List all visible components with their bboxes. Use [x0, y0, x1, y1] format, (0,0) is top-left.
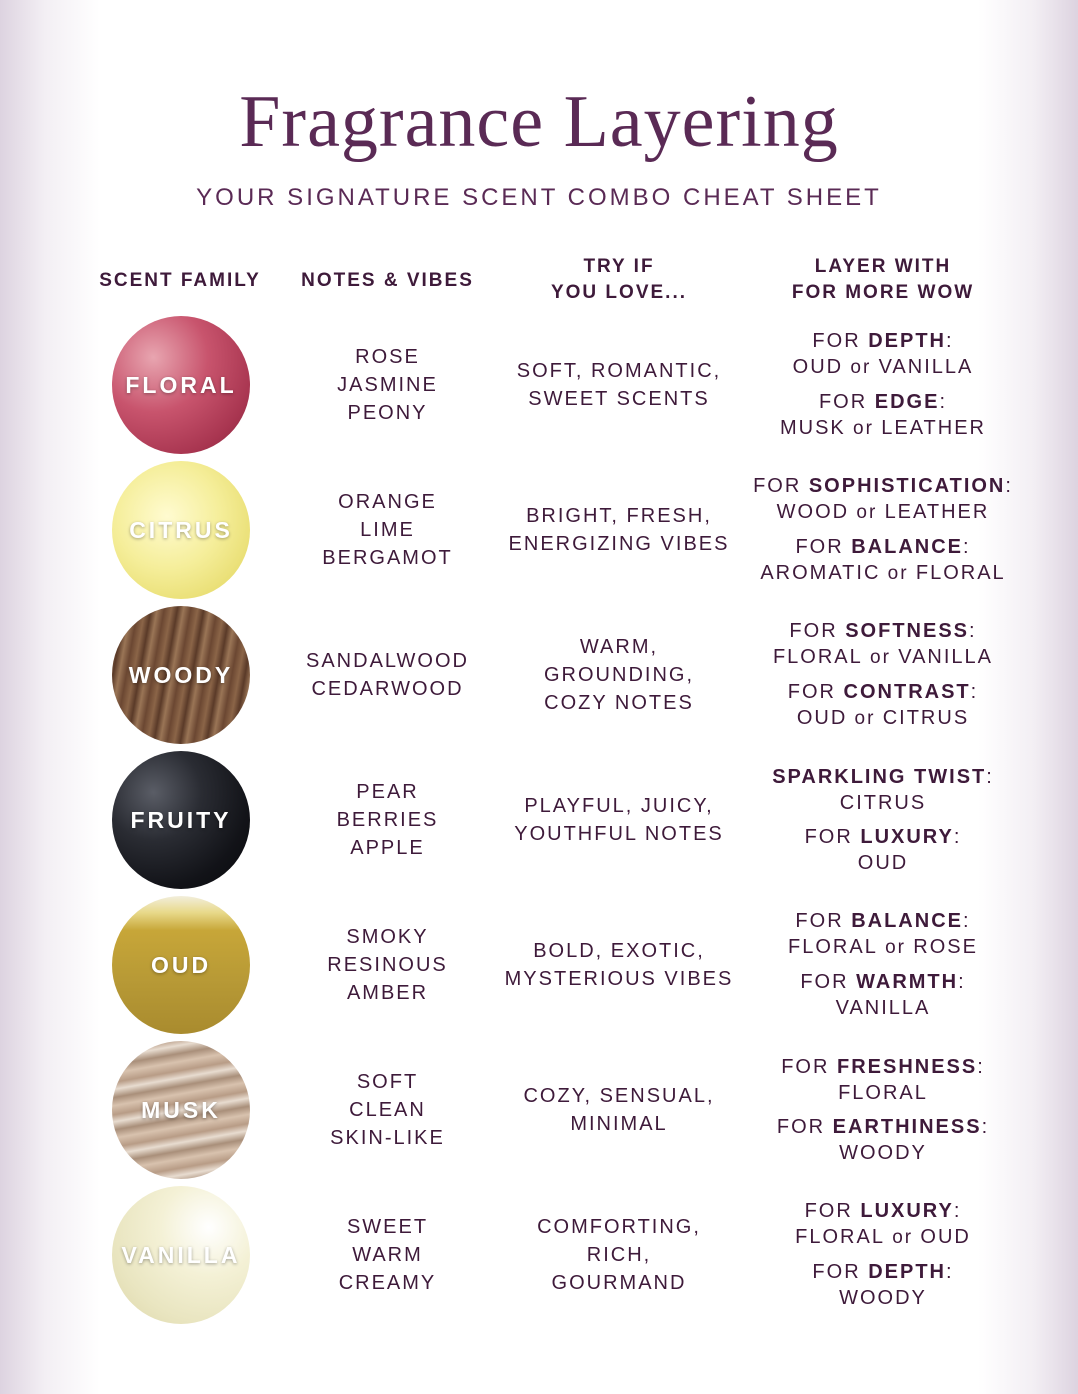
try-line: WARM,	[579, 635, 659, 658]
notes-cell	[290, 602, 485, 747]
layer-purpose	[772, 764, 994, 790]
layer-options	[788, 705, 978, 732]
layer-cell	[752, 1037, 1014, 1182]
layer-options	[805, 850, 962, 876]
layer-suggestion	[753, 473, 1013, 526]
layer-prefix: FOR	[804, 1200, 861, 1222]
scent-family-label: WOODY	[128, 661, 234, 688]
layer-options	[788, 934, 978, 961]
layer-purpose-bold: CONTRAST	[843, 680, 971, 703]
try-if-cell	[495, 1182, 743, 1327]
layer-option-a: WOODY	[839, 1287, 927, 1309]
layer-suggestion	[788, 679, 978, 732]
layer-suggestion	[780, 389, 986, 442]
layer-colon: :	[970, 680, 979, 703]
note-item: SMOKY	[346, 925, 429, 948]
layer-option-a: VANILLA	[835, 997, 931, 1019]
layer-option-a: FLORAL	[795, 1226, 885, 1248]
note-item: AMBER	[346, 981, 429, 1004]
notes-cell	[290, 1182, 485, 1327]
layer-prefix: FOR	[812, 1261, 869, 1283]
header-scent-family-label: SCENT FAMILY	[99, 270, 261, 291]
try-line: COZY, SENSUAL,	[523, 1084, 715, 1107]
layer-purpose-bold: DEPTH	[868, 1261, 946, 1283]
note-item: WARM	[352, 1243, 423, 1266]
or-word: or	[847, 707, 883, 729]
layer-options	[780, 415, 986, 442]
layer-option-a: AROMATIC	[760, 561, 881, 584]
try-line: PLAYFUL, JUICY,	[524, 794, 714, 817]
header-notes-label: NOTES & VIBES	[301, 270, 474, 291]
notes-cell	[290, 892, 485, 1037]
layer-prefix: FOR	[818, 390, 875, 413]
note-item: SKIN-LIKE	[330, 1126, 445, 1149]
layer-option-b: FLORAL	[915, 561, 1006, 584]
scent-image-musk	[112, 1041, 250, 1179]
layer-option-a: OUD	[857, 851, 909, 874]
layer-purpose	[773, 618, 993, 644]
try-if-cell	[495, 457, 743, 602]
layer-purpose-bold: EDGE	[874, 390, 940, 413]
try-line: GOURMAND	[551, 1271, 687, 1294]
layer-purpose	[793, 328, 974, 354]
note-item: RESINOUS	[327, 953, 448, 976]
notes-cell	[290, 1037, 485, 1182]
note-item: CLEAN	[349, 1098, 426, 1121]
layer-colon: :	[969, 619, 977, 642]
or-word: or	[843, 356, 879, 378]
try-line: SOFT, ROMANTIC,	[516, 359, 722, 382]
layer-purpose	[781, 1054, 985, 1080]
or-word: or	[862, 646, 899, 668]
layer-cell	[752, 1182, 1014, 1327]
layer-suggestion	[772, 764, 994, 816]
layer-purpose	[780, 389, 986, 415]
layer-colon: :	[1005, 474, 1013, 497]
try-if-cell	[495, 1037, 743, 1182]
try-if-cell	[495, 312, 743, 457]
layer-colon: :	[981, 1115, 990, 1138]
scent-family-label: MUSK	[141, 1096, 221, 1123]
note-item: BERGAMOT	[322, 546, 453, 569]
try-line: BRIGHT, FRESH,	[526, 504, 712, 527]
layer-suggestion	[805, 824, 962, 876]
table-row	[0, 312, 1078, 457]
layer-option-b: LEATHER	[881, 416, 986, 439]
try-line: COMFORTING,	[537, 1215, 701, 1238]
layer-option-b: ROSE	[913, 936, 978, 958]
layer-option-a: FLORAL	[788, 936, 878, 958]
layer-purpose	[777, 1114, 989, 1140]
or-word: or	[884, 1227, 921, 1248]
layer-colon: :	[953, 825, 962, 848]
layer-options	[760, 560, 1005, 587]
layer-prefix: FOR	[789, 619, 846, 642]
note-item: CREAMY	[338, 1271, 437, 1294]
layer-colon: :	[946, 1261, 954, 1283]
notes-cell	[290, 747, 485, 892]
layer-cell	[752, 747, 1014, 892]
layer-colon: :	[962, 910, 971, 932]
layer-cell	[752, 457, 1014, 602]
try-line: MYSTERIOUS VIBES	[504, 967, 734, 990]
scent-family-label: CITRUS	[129, 516, 233, 543]
page-title: Fragrance Layering	[239, 81, 839, 163]
layer-option-a: MUSK	[779, 416, 846, 439]
table-row	[0, 1182, 1078, 1327]
layer-option-a: FLORAL	[838, 1081, 928, 1104]
note-item: SOFT	[356, 1070, 419, 1093]
scent-image-oud	[112, 896, 250, 1034]
header-layer-line2: FOR MORE WOW	[791, 282, 975, 303]
note-item: CEDARWOOD	[311, 677, 464, 700]
layer-suggestion	[800, 969, 965, 1021]
page-subtitle: YOUR SIGNATURE SCENT COMBO CHEAT SHEET	[196, 184, 882, 211]
try-line: GROUNDING,	[544, 663, 694, 686]
layer-purpose-bold: BALANCE	[851, 910, 963, 932]
layer-purpose	[788, 679, 978, 705]
note-item: ROSE	[355, 345, 420, 368]
try-if-cell	[495, 602, 743, 747]
scent-image-vanilla	[112, 1186, 250, 1324]
note-item: LIME	[360, 518, 415, 541]
table-row	[0, 892, 1078, 1037]
layer-suggestion	[777, 1114, 989, 1166]
layer-prefix: FOR	[795, 535, 852, 558]
layer-purpose-bold: WARMTH	[856, 971, 959, 993]
layer-purpose	[788, 908, 978, 934]
layer-colon: :	[963, 535, 971, 558]
layer-suggestion	[781, 1054, 985, 1106]
or-word: or	[877, 937, 914, 958]
layer-colon: :	[986, 765, 994, 788]
scent-family-label: VANILLA	[121, 1241, 241, 1268]
note-item: JASMINE	[337, 373, 438, 396]
try-if-cell	[495, 892, 743, 1037]
layer-option-a: CITRUS	[839, 791, 927, 814]
try-line: COZY NOTES	[544, 691, 694, 714]
note-item: ORANGE	[338, 490, 437, 513]
layer-option-a: OUD	[796, 706, 848, 729]
note-item: SANDALWOOD	[306, 649, 469, 672]
try-line: RICH,	[586, 1243, 652, 1266]
try-line: BOLD, EXOTIC,	[533, 939, 705, 962]
layer-option-a: FLORAL	[772, 645, 863, 668]
note-item: APPLE	[350, 836, 425, 859]
scent-image-floral	[112, 316, 250, 454]
try-if-cell	[495, 747, 743, 892]
header-layer-line1: LAYER WITH	[814, 256, 952, 277]
layer-suggestion	[788, 908, 978, 961]
try-line: ENERGIZING VIBES	[508, 532, 730, 555]
scent-image-fruity	[112, 751, 250, 889]
layer-purpose	[753, 473, 1013, 499]
layer-options	[793, 354, 974, 381]
table-row	[0, 747, 1078, 892]
layer-purpose-bold: DEPTH	[868, 329, 946, 352]
layer-options	[773, 644, 993, 671]
layer-prefix: FOR	[753, 474, 809, 497]
table-row	[0, 457, 1078, 602]
layer-prefix: FOR	[804, 825, 861, 848]
layer-purpose-bold: SPARKLING TWIST	[772, 765, 987, 788]
note-item: SWEET	[346, 1215, 429, 1238]
layer-option-b: OUD	[920, 1226, 971, 1248]
layer-options	[781, 1080, 985, 1106]
layer-purpose-bold: LUXURY	[860, 825, 954, 848]
note-item: PEAR	[356, 780, 419, 803]
layer-suggestion	[795, 1198, 971, 1251]
try-line: MINIMAL	[570, 1112, 668, 1135]
layer-option-b: VANILLA	[898, 645, 994, 668]
layer-option-b: LEATHER	[884, 500, 990, 523]
layer-option-b: VANILLA	[878, 355, 974, 378]
layer-options	[753, 499, 1013, 526]
layer-purpose	[805, 824, 962, 850]
layer-purpose	[812, 1259, 953, 1285]
layer-options	[800, 995, 965, 1021]
notes-cell	[290, 457, 485, 602]
scent-image-citrus	[112, 461, 250, 599]
try-line: SWEET SCENTS	[528, 387, 710, 410]
layer-prefix: FOR	[781, 1055, 837, 1078]
layer-cell	[752, 602, 1014, 747]
layer-colon: :	[958, 971, 966, 993]
layer-options	[795, 1224, 971, 1251]
layer-cell	[752, 312, 1014, 457]
header-scent-family	[95, 268, 265, 294]
layer-option-a: OUD	[792, 355, 844, 378]
layer-purpose-bold: BALANCE	[851, 535, 963, 558]
layer-options	[777, 1140, 989, 1166]
layer-options	[772, 790, 994, 816]
scent-family-label: FLORAL	[125, 371, 237, 398]
header-layer-with	[752, 254, 1014, 306]
layer-purpose-bold: LUXURY	[860, 1200, 954, 1222]
try-line: YOUTHFUL NOTES	[514, 822, 724, 845]
header-try-line1: TRY IF	[583, 256, 655, 277]
layer-cell	[752, 892, 1014, 1037]
layer-option-a: WOOD	[776, 500, 850, 523]
layer-purpose	[760, 534, 1005, 560]
scent-family-label: FRUITY	[130, 806, 232, 833]
header-try-line2: YOU LOVE...	[550, 282, 688, 303]
table-row	[0, 1037, 1078, 1182]
layer-option-a: WOODY	[839, 1141, 927, 1164]
notes-cell	[290, 312, 485, 457]
scent-family-label: OUD	[150, 951, 212, 978]
layer-suggestion	[812, 1259, 953, 1311]
note-item: BERRIES	[336, 808, 439, 831]
header-notes-vibes	[290, 268, 485, 294]
or-word: or	[849, 501, 885, 523]
layer-colon: :	[946, 329, 954, 352]
layer-colon: :	[953, 1200, 962, 1222]
layer-options	[812, 1285, 953, 1311]
or-word: or	[845, 417, 882, 439]
layer-option-b: CITRUS	[882, 706, 970, 729]
layer-purpose-bold: FRESHNESS	[836, 1055, 978, 1078]
layer-purpose	[800, 969, 965, 995]
layer-colon: :	[977, 1055, 985, 1078]
layer-prefix: FOR	[795, 910, 852, 932]
scent-image-woody	[112, 606, 250, 744]
layer-purpose-bold: SOFTNESS	[845, 619, 969, 642]
layer-purpose-bold: SOPHISTICATION	[808, 474, 1006, 497]
table-row	[0, 602, 1078, 747]
layer-prefix: FOR	[812, 329, 869, 352]
layer-prefix: FOR	[787, 680, 844, 703]
header-try-if	[495, 254, 743, 306]
or-word: or	[880, 562, 916, 584]
layer-prefix: FOR	[776, 1115, 833, 1138]
layer-purpose	[795, 1198, 971, 1224]
note-item: PEONY	[347, 401, 428, 424]
layer-prefix: FOR	[800, 971, 857, 993]
layer-suggestion	[760, 534, 1005, 587]
layer-colon: :	[939, 390, 947, 413]
layer-purpose-bold: EARTHINESS	[832, 1115, 982, 1138]
layer-suggestion	[773, 618, 993, 671]
layer-suggestion	[793, 328, 974, 381]
